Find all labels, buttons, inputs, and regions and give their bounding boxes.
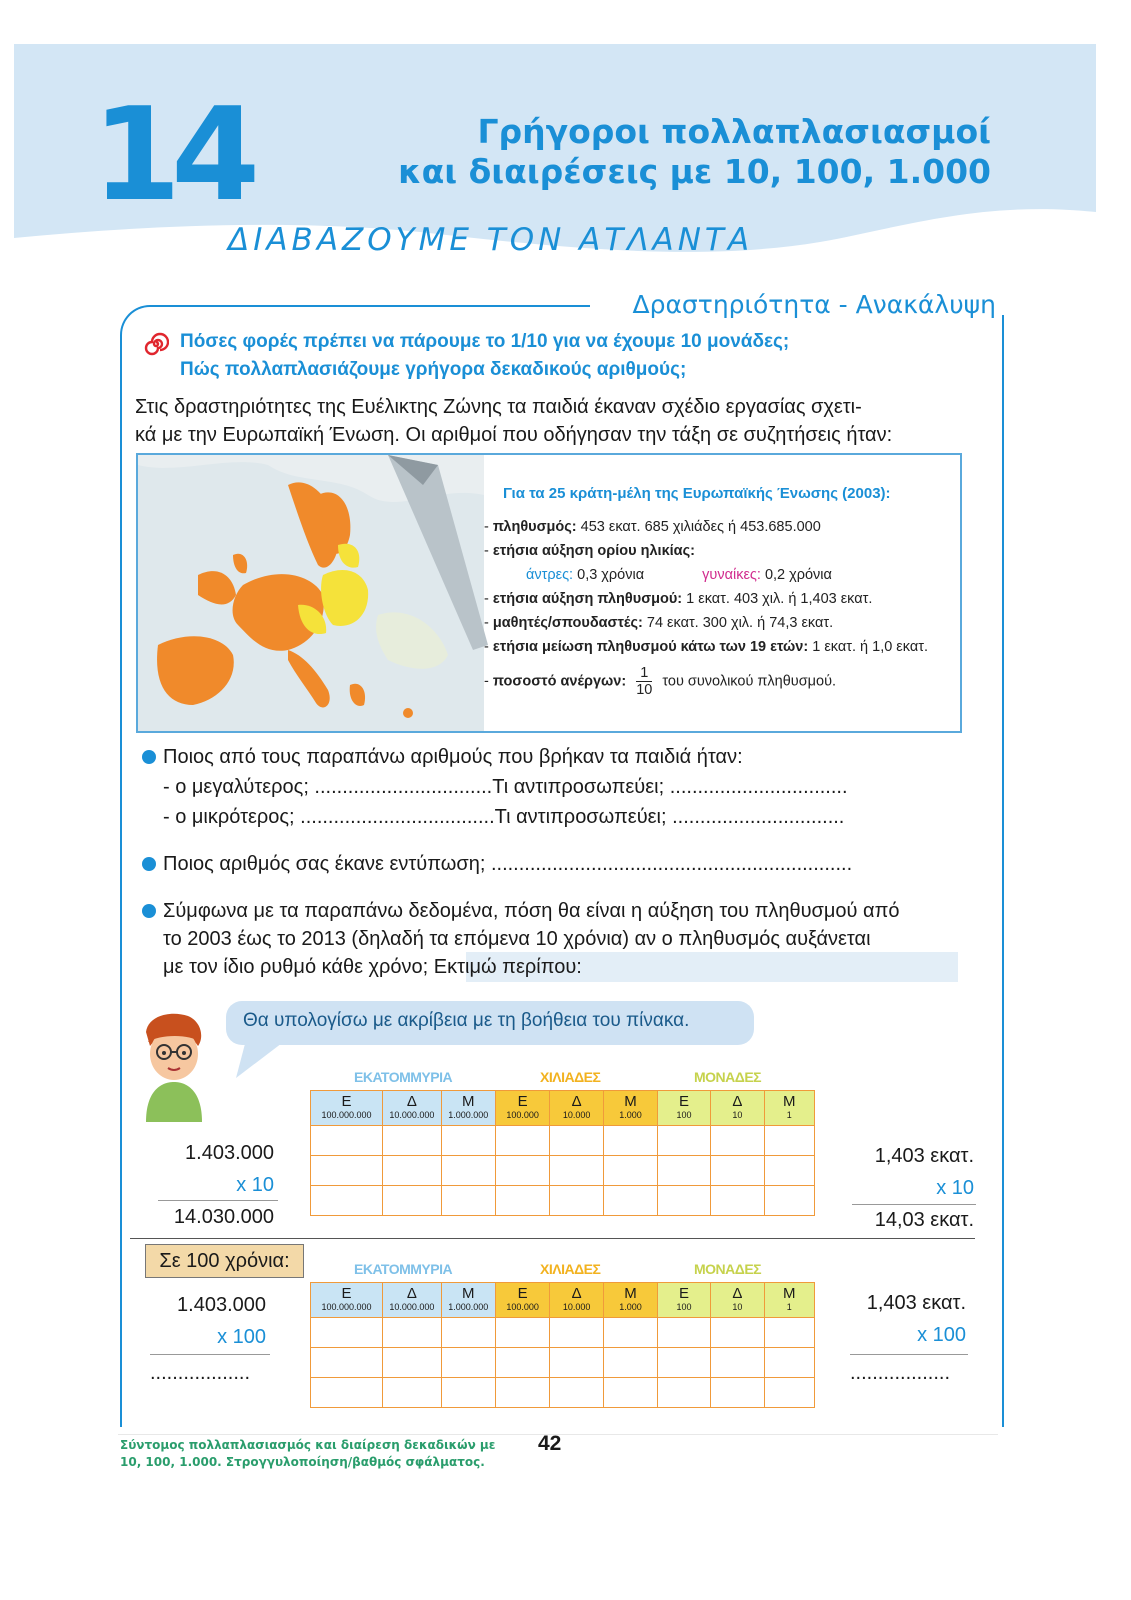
place-value-label: 1.000 [619, 1302, 642, 1312]
calc1-left-result: 14.030.000 [173, 1206, 274, 1228]
activity-question [180, 328, 789, 384]
place-value-cell[interactable] [550, 1126, 604, 1156]
age-label: ετήσια αύξηση ορίου ηλικίας: [492, 543, 695, 559]
calc2-left-multiplier: x 100 [217, 1326, 266, 1348]
page-number: 42 [538, 1432, 562, 1455]
place-value-cell[interactable] [657, 1186, 710, 1216]
place-value-cell[interactable] [496, 1156, 550, 1186]
place-value-cell[interactable] [496, 1348, 550, 1378]
students-label: μαθητές/σπουδαστές: [492, 615, 643, 631]
place-value-column-header [311, 1091, 383, 1126]
unemployed-label: ποσοστό ανέργων: [492, 673, 627, 690]
place-value-cell[interactable] [604, 1378, 658, 1408]
question-1b: - ο μικρότερος; ...................................Τι αντιπροσωπεύει; ............................... [163, 806, 845, 828]
place-letter: Ε [679, 1093, 690, 1110]
section-divider [130, 1238, 975, 1239]
calc2-right-top: 1,403 εκατ. [866, 1292, 966, 1314]
chapter-number: 14 [92, 81, 251, 230]
calc1-right-rule [852, 1204, 976, 1205]
bullet-icon [142, 857, 156, 871]
group-label-millions: ΕΚΑΤΟΜΜΥΡΙΑ [354, 1069, 453, 1085]
bullet-icon [142, 904, 156, 918]
place-value-cell[interactable] [604, 1318, 658, 1348]
hundred-years-label: Σε 100 χρόνια: [145, 1244, 304, 1278]
place-value-cell[interactable] [311, 1348, 383, 1378]
fraction-denominator: 10 [636, 682, 653, 698]
place-value-cell[interactable] [496, 1186, 550, 1216]
place-value-cell[interactable] [441, 1348, 495, 1378]
calc2-left-rule [150, 1354, 270, 1355]
intro-line1: Στις δραστηριότητες της Ευέλικτης Ζώνης τα παιδιά έκαναν σχέδιο εργασίας σχετι- [135, 396, 862, 418]
place-value-cell[interactable] [764, 1156, 815, 1186]
footer-line1: Σύντομος πολλαπλασιασμός και διαίρεση δεκαδικών με [120, 1438, 496, 1452]
boy-character-illustration [140, 1012, 208, 1122]
place-value-cell[interactable] [550, 1378, 604, 1408]
place-value-cell[interactable] [496, 1378, 550, 1408]
place-letter: Ε [517, 1285, 528, 1302]
place-value-cell[interactable] [383, 1318, 441, 1348]
population-label: πληθυσμός: [492, 519, 577, 535]
place-value-cell[interactable] [550, 1156, 604, 1186]
place-letter: Μ [462, 1285, 475, 1302]
place-value-column-header [550, 1283, 604, 1318]
chapter-title-line2: και διαιρέσεις με 10, 100, 1.000 [398, 152, 991, 191]
place-value-cell[interactable] [550, 1318, 604, 1348]
question-1a: - ο μεγαλύτερος; ................................Τι αντιπροσωπεύει; ................................ [163, 776, 848, 798]
unemployed-fraction [636, 665, 652, 698]
place-value-cell[interactable] [441, 1126, 495, 1156]
place-value-cell[interactable] [496, 1126, 550, 1156]
place-value-label: 1.000.000 [448, 1302, 489, 1312]
info-decline: - ετήσια μείωση πληθυσμού κάτω των 19 ετών: 1 εκατ. ή 1,0 εκατ. [484, 639, 928, 655]
place-value-cell[interactable] [604, 1186, 658, 1216]
group-label-units: ΜΟΝΑΔΕΣ [694, 1261, 762, 1277]
place-value-cell[interactable] [657, 1348, 710, 1378]
place-value-column-header [764, 1091, 815, 1126]
magnifier-pointer-graphic [378, 455, 498, 655]
footer-line2: 10, 100, 1.000. Στρογγυλοποίηση/βαθμός σφάλματος. [120, 1455, 485, 1469]
place-value-input-row [311, 1318, 815, 1348]
bullet-icon [142, 750, 156, 764]
place-value-label: 100.000 [506, 1110, 539, 1120]
question-3-line3a: με τον ίδιο ρυθμό κάθε χρόνο; [163, 956, 429, 978]
place-value-cell[interactable] [311, 1186, 383, 1216]
place-value-label: 10.000.000 [389, 1110, 435, 1120]
place-value-cell[interactable] [764, 1186, 815, 1216]
place-letter: Ε [679, 1285, 690, 1302]
place-value-cell[interactable] [604, 1126, 658, 1156]
decline-value: 1 εκατ. ή 1,0 εκατ. [812, 639, 928, 655]
calc2-left-top: 1.403.000 [177, 1294, 266, 1316]
place-value-column-header [496, 1091, 550, 1126]
group-label-thousands: ΧΙΛΙΑΔΕΣ [540, 1261, 601, 1277]
place-value-column-header [496, 1283, 550, 1318]
question-3-line2: το 2003 έως το 2013 (δηλαδή τα επόμενα 10 χρόνια) αν ο πληθυσμός αυξάνεται [163, 928, 871, 950]
place-value-header-row [311, 1283, 815, 1318]
place-value-cell[interactable] [764, 1378, 815, 1408]
info-population: - πληθυσμός: 453 εκατ. 685 χιλιάδες ή 453.685.000 [484, 519, 821, 535]
place-value-column-header [311, 1283, 383, 1318]
place-letter: Μ [783, 1285, 796, 1302]
question-1: Ποιος από τους παραπάνω αριθμούς που βρήκαν τα παιδιά ήταν: [163, 746, 743, 768]
place-letter: Δ [571, 1285, 582, 1302]
place-value-cell[interactable] [711, 1186, 764, 1216]
place-value-cell[interactable] [383, 1348, 441, 1378]
question-3-line3 [163, 953, 963, 981]
place-value-column-header [711, 1283, 764, 1318]
group-label-thousands: ΧΙΛΙΑΔΕΣ [540, 1069, 601, 1085]
place-value-label: 10.000.000 [389, 1302, 435, 1312]
footer-description [120, 1437, 495, 1471]
place-letter: Δ [732, 1093, 743, 1110]
intro-text [135, 393, 985, 449]
info-box-title: Για τα 25 κράτη-μέλη της Ευρωπαϊκής Ένωσης (2003): [503, 485, 891, 502]
place-value-label: 10 [732, 1110, 743, 1120]
place-value-column-header [383, 1283, 441, 1318]
calc2-right-multiplier: x 100 [917, 1324, 966, 1346]
calc1-right-top: 1,403 εκατ. [874, 1145, 974, 1167]
activity-label: Δραστηριότητα - Ανακάλυψη [632, 290, 996, 319]
place-value-cell[interactable] [764, 1318, 815, 1348]
place-letter: Μ [624, 1093, 637, 1110]
place-value-header-row [311, 1091, 815, 1126]
place-value-cell[interactable] [311, 1318, 383, 1348]
group-label-millions: ΕΚΑΤΟΜΜΥΡΙΑ [354, 1261, 453, 1277]
place-value-cell[interactable] [550, 1186, 604, 1216]
speech-bubble-tail [236, 1040, 296, 1080]
students-value: 74 εκατ. 300 χιλ. ή 74,3 εκατ. [646, 615, 834, 631]
calc1-left-top: 1.403.000 [185, 1142, 274, 1164]
place-value-column-header [657, 1283, 710, 1318]
place-value-input-row [311, 1348, 815, 1378]
place-value-cell[interactable] [311, 1126, 383, 1156]
fraction-numerator: 1 [636, 665, 652, 682]
place-value-cell[interactable] [496, 1318, 550, 1348]
place-value-label: 100.000.000 [321, 1110, 372, 1120]
place-value-label: 100 [676, 1302, 692, 1312]
place-letter: Δ [732, 1285, 743, 1302]
speech-bubble-text: Θα υπολογίσω με ακρίβεια με τη βοήθεια του πίνακα. [243, 1010, 690, 1031]
place-value-cell[interactable] [441, 1318, 495, 1348]
calc1-right-multiplier: x 10 [936, 1177, 974, 1199]
place-letter: Δ [571, 1093, 582, 1110]
place-value-label: 100.000.000 [321, 1302, 372, 1312]
place-value-cell[interactable] [711, 1318, 764, 1348]
place-value-cell[interactable] [711, 1156, 764, 1186]
chapter-title [398, 112, 991, 192]
place-value-cell[interactable] [657, 1156, 710, 1186]
place-value-input-row [311, 1156, 815, 1186]
intro-line2: κά με την Ευρωπαϊκή Ένωση. Οι αριθμοί που οδήγησαν την τάξη σε συζητήσεις ήταν: [135, 424, 893, 446]
place-value-label: 1.000.000 [448, 1110, 489, 1120]
spiral-icon [143, 331, 169, 357]
info-unemployed: - ποσοστό ανέργων: $\frac{1}{10}$ του συνολικού πληθυσμού. [484, 665, 837, 698]
place-value-column-header [657, 1091, 710, 1126]
calc1-right-result: 14,03 εκατ. [874, 1209, 974, 1231]
place-value-cell[interactable] [441, 1156, 495, 1186]
place-letter: Δ [406, 1285, 417, 1302]
decline-label: ετήσια μείωση πληθυσμού κάτω των 19 ετών: [492, 639, 809, 655]
group-label-units: ΜΟΝΑΔΕΣ [694, 1069, 762, 1085]
men-label: άντρες: [526, 567, 574, 583]
place-value-cell[interactable] [711, 1348, 764, 1378]
place-value-column-header [604, 1283, 658, 1318]
place-value-cell[interactable] [311, 1378, 383, 1408]
calc2-right-rule [850, 1354, 968, 1355]
place-value-cell[interactable] [657, 1378, 710, 1408]
question-line1: Πόσες φορές πρέπει να πάρουμε το 1/10 για να έχουμε 10 μονάδες; [180, 331, 790, 352]
unemployed-suffix: του συνολικού πληθυσμού. [662, 673, 837, 690]
place-value-input-row [311, 1186, 815, 1216]
growth-value: 1 εκατ. 403 χιλ. ή 1,403 εκατ. [686, 591, 873, 607]
info-age: - ετήσια αύξηση ορίου ηλικίας: [484, 543, 695, 559]
calc1-left-rule [158, 1200, 278, 1201]
place-value-label: 10.000 [562, 1302, 591, 1312]
chapter-title-line1: Γρήγοροι πολλαπλασιασμοί [477, 112, 991, 151]
place-value-cell[interactable] [764, 1348, 815, 1378]
place-value-column-header [383, 1091, 441, 1126]
place-value-cell[interactable] [383, 1378, 441, 1408]
place-value-label: 100.000 [506, 1302, 539, 1312]
place-value-table [310, 1090, 815, 1216]
place-letter: Μ [624, 1285, 637, 1302]
place-value-label: 1.000 [619, 1110, 642, 1120]
women-label: γυναίκες: [702, 567, 761, 583]
place-value-label: 100 [676, 1110, 692, 1120]
place-value-input-row [311, 1378, 815, 1408]
estimate-prompt: Εκτιμώ περίπου: [433, 956, 582, 978]
place-value-cell[interactable] [383, 1156, 441, 1186]
place-value-cell[interactable] [604, 1348, 658, 1378]
place-value-cell[interactable] [441, 1378, 495, 1408]
place-value-cell[interactable] [441, 1186, 495, 1216]
place-value-cell[interactable] [604, 1156, 658, 1186]
place-letter: Ε [341, 1093, 352, 1110]
place-value-input-row [311, 1126, 815, 1156]
population-value: 453 εκατ. 685 χιλιάδες ή 453.685.000 [580, 519, 821, 535]
place-value-column-header [550, 1091, 604, 1126]
question-3 [163, 897, 963, 981]
place-value-cell[interactable] [383, 1186, 441, 1216]
calc2-right-result: .................. [850, 1362, 951, 1384]
question-2: Ποιος αριθμός σας έκανε εντύπωση; ................................................................. [163, 853, 853, 875]
place-value-column-header [441, 1283, 495, 1318]
place-value-label: 1 [786, 1110, 792, 1120]
question-line2: Πώς πολλαπλασιάζουμε γρήγορα δεκαδικούς αριθμούς; [180, 359, 687, 380]
place-value-cell[interactable] [657, 1126, 710, 1156]
place-value-column-header [604, 1091, 658, 1126]
place-value-cell[interactable] [764, 1126, 815, 1156]
women-value: 0,2 χρόνια [764, 567, 832, 583]
calc1-left-multiplier: x 10 [236, 1174, 274, 1196]
growth-label: ετήσια αύξηση πληθυσμού: [492, 591, 683, 607]
place-letter: Μ [783, 1093, 796, 1110]
place-value-column-header [441, 1091, 495, 1126]
place-value-cell[interactable] [711, 1378, 764, 1408]
place-value-column-header [764, 1283, 815, 1318]
place-value-column-header [711, 1091, 764, 1126]
chapter-subtitle: ΔΙΑΒΑΖΟΥΜΕ ΤΟΝ ΑΤΛΑΝΤΑ [228, 222, 754, 258]
info-age-values [526, 567, 832, 583]
question-3-line1: Σύμφωνα με τα παραπάνω δεδομένα, πόση θα είναι η αύξηση του πληθυσμού από [163, 900, 900, 922]
men-value: 0,3 χρόνια [577, 567, 645, 583]
place-value-label: 10.000 [562, 1110, 591, 1120]
place-letter: Δ [406, 1093, 417, 1110]
place-value-cell[interactable] [311, 1156, 383, 1186]
info-students: - μαθητές/σπουδαστές: 74 εκατ. 300 χιλ. ή 74,3 εκατ. [484, 615, 834, 631]
place-value-table [310, 1282, 815, 1408]
place-value-label: 10 [732, 1302, 743, 1312]
place-value-cell[interactable] [550, 1348, 604, 1378]
place-value-cell[interactable] [657, 1318, 710, 1348]
eu-info-box [136, 453, 962, 733]
info-growth: - ετήσια αύξηση πληθυσμού: 1 εκατ. 403 χιλ. ή 1,403 εκατ. [484, 591, 873, 607]
place-value-label: 1 [786, 1302, 792, 1312]
calc2-left-result: .................. [150, 1362, 251, 1384]
place-letter: Μ [462, 1093, 475, 1110]
place-value-cell[interactable] [711, 1126, 764, 1156]
place-letter: Ε [341, 1285, 352, 1302]
place-letter: Ε [517, 1093, 528, 1110]
place-value-cell[interactable] [383, 1126, 441, 1156]
